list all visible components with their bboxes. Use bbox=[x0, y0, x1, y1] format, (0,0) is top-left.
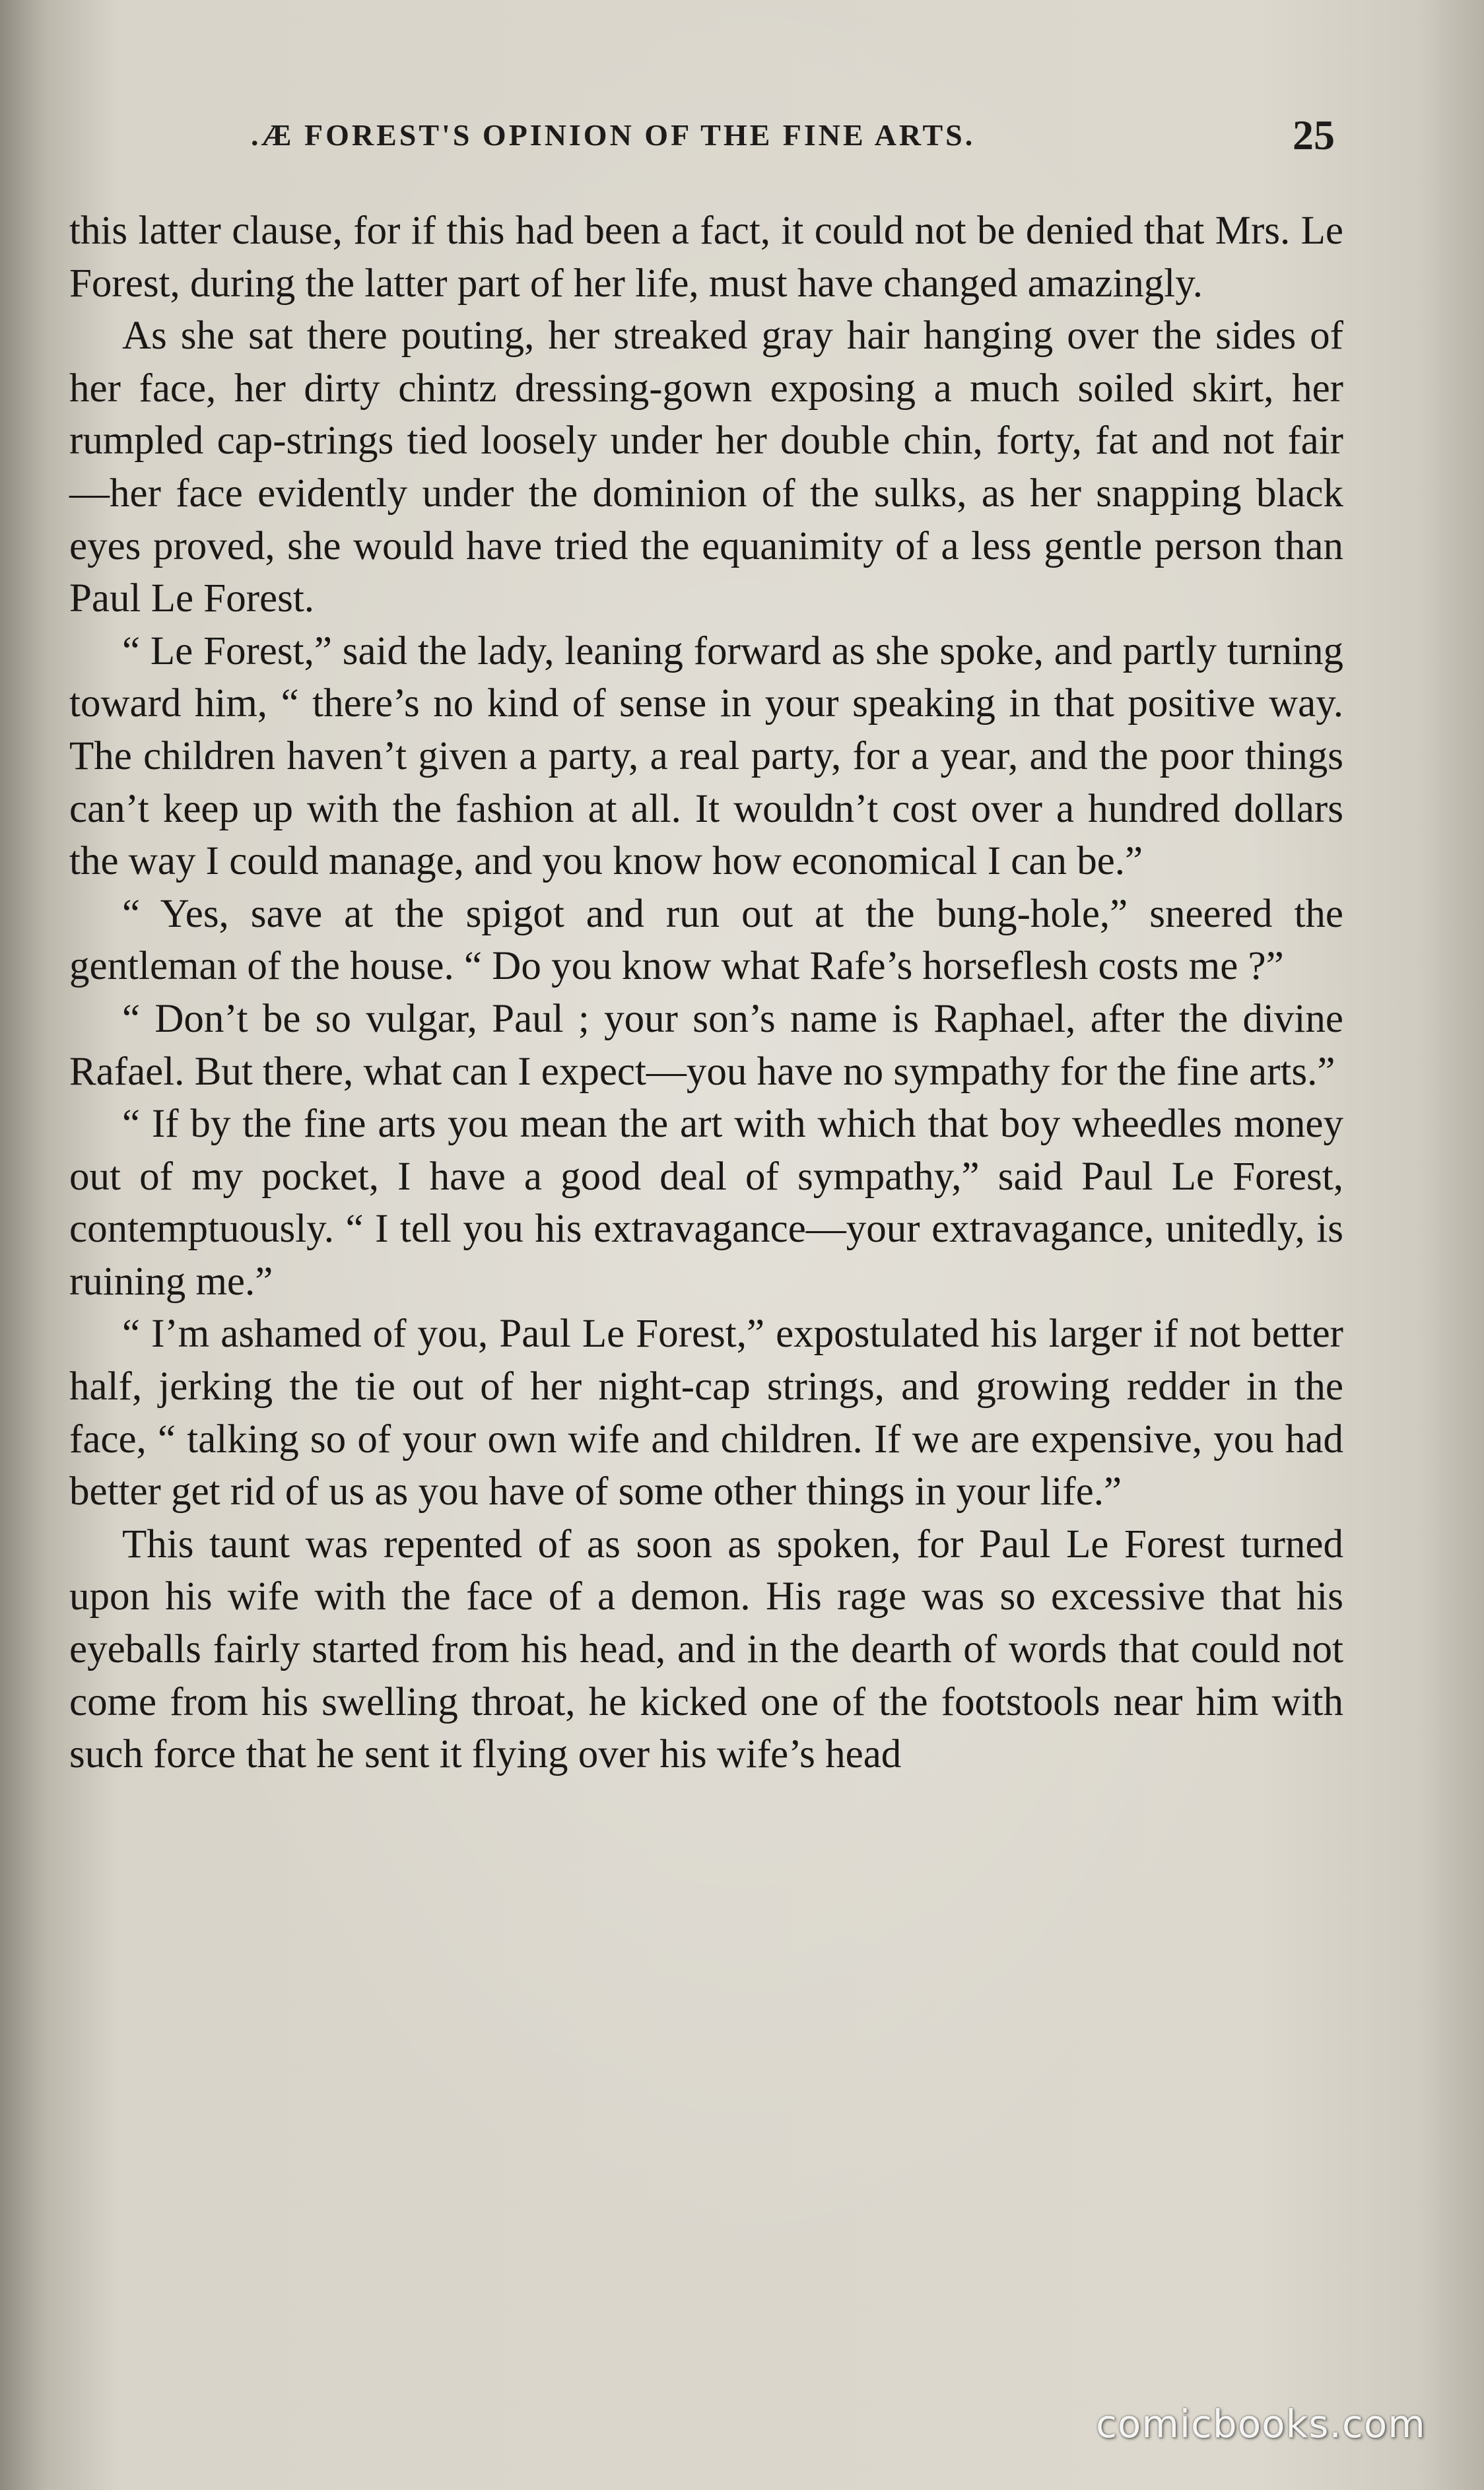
watermark: comicbooks.com bbox=[1096, 2402, 1426, 2446]
paragraph: As she sat there pouting, her streaked gray hair hanging over the sides of her face, her dirty chintz dressing-gown exposing a much soiled skirt, her rumpled cap-strings tied loosely under her double chin, forty, fat and not fair—her face evidently under the dominion of the sulks, as her snapping black eyes proved, she would have tried the equanimity of a less gentle person than Paul Le Forest. bbox=[69, 314, 1343, 621]
body-text bbox=[69, 205, 1343, 1781]
page-number: 25 bbox=[1293, 112, 1335, 158]
running-head: .Æ FOREST'S OPINION OF THE FINE ARTS. bbox=[251, 118, 976, 152]
paragraph: “ Don’t be so vulgar, Paul ; your son’s name is Raphael, after the divine Rafael. But there, what can I expect—you have no sympathy for the fine arts.” bbox=[69, 996, 1343, 1094]
paragraph: this latter clause, for if this had been a fact, it could not be denied that Mrs. Le Forest, during the latter part of her life, must have changed amazingly. bbox=[69, 209, 1343, 306]
paragraph: “ I’m ashamed of you, Paul Le Forest,” expostulated his larger if not better half, jerking the tie out of her night-cap strings, and growing redder in the face, “ talking so of your own wife and children. If we are expensive, you had better get rid of us as you have of some other things in your life.” bbox=[69, 1312, 1343, 1514]
paragraph: “ Le Forest,” said the lady, leaning forward as she spoke, and partly turning toward him, “ there’s no kind of sense in your speaking in that positive way. The children haven’t given a party, a real party, for a year, and the poor things can’t keep up with the fashion at all. It wouldn’t cost over a hundred dollars the way I could manage, and you know how economical I can be.” bbox=[69, 628, 1343, 884]
paragraph: “ Yes, save at the spigot and run out at the bung-hole,” sneered the gentleman of the house. “ Do you know what Rafe’s horseflesh costs me ?” bbox=[69, 891, 1343, 989]
paragraph: “ If by the fine arts you mean the art with which that boy wheedles money out of my pocket, I have a good deal of sympathy,” said Paul Le Forest, contemptuously. “ I tell you his extravagance—your extravagance, unitedly, is ruining me.” bbox=[69, 1102, 1343, 1304]
paragraph: This taunt was repented of as soon as spoken, for Paul Le Forest turned upon his wife with the face of a demon. His rage was so excessive that his eyeballs fairly started from his head, and in the dearth of words that could not come from his swelling throat, he kicked one of the footstools near him with such force that he sent it flying over his wife’s head bbox=[69, 1522, 1343, 1777]
